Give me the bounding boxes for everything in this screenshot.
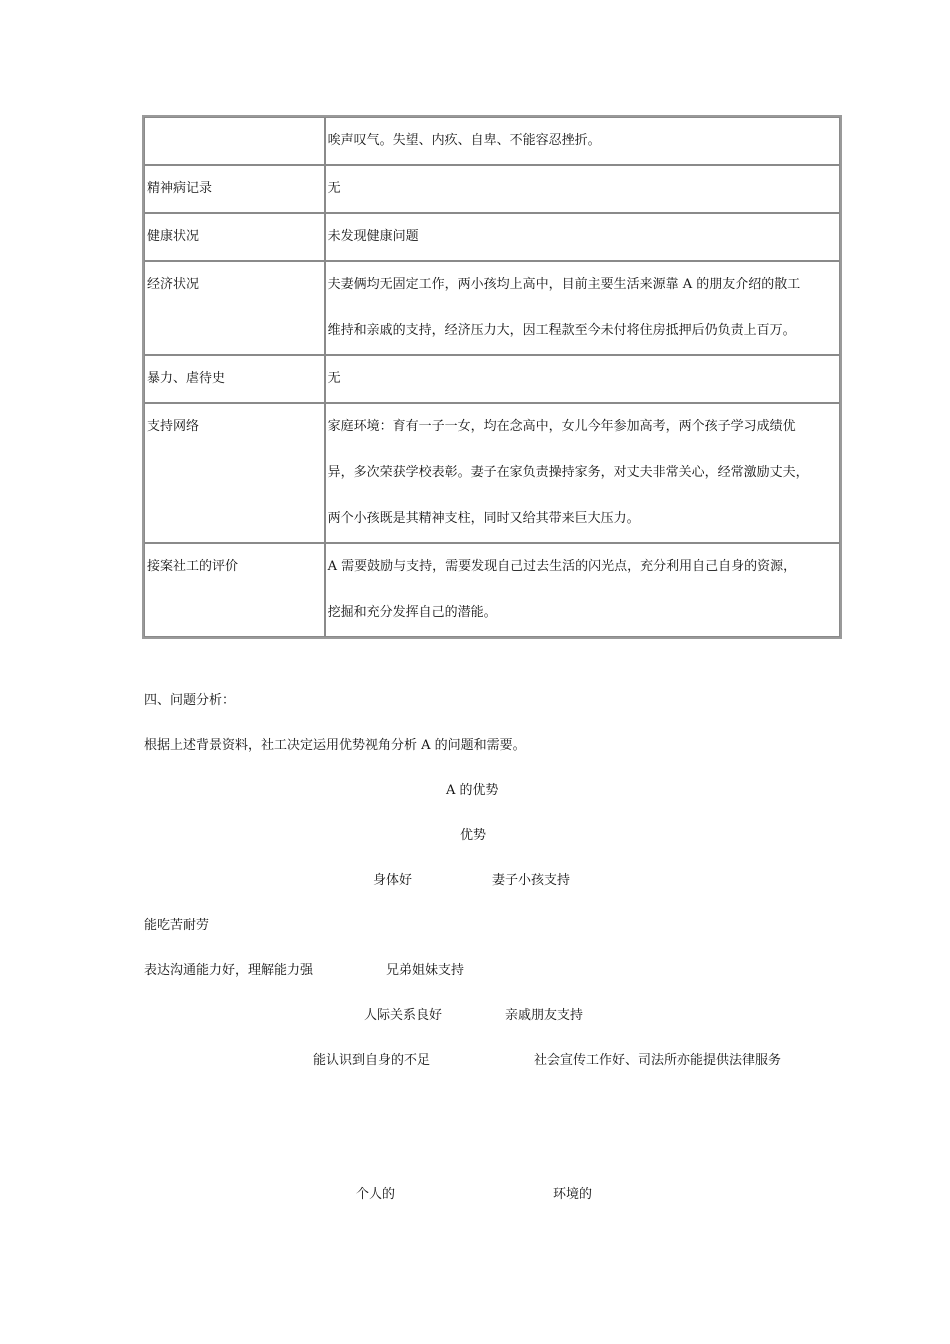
section-heading: 四、问题分析： [144, 693, 236, 708]
strength-hardwork: 能吃苦耐劳 [144, 918, 210, 933]
row-label: 接案社工的评价 [144, 543, 325, 637]
strength-relatives: 亲戚朋友支持 [505, 1008, 584, 1023]
category-personal: 个人的 [356, 1187, 396, 1202]
row-value-line: 挖掘和充分发挥自己的潜能。 [327, 605, 497, 620]
strength-siblings: 兄弟姐妹支持 [386, 963, 465, 978]
row-value: 无 [325, 355, 840, 403]
diagram-center: 优势 [460, 828, 487, 843]
table-row [144, 403, 840, 543]
table-row [144, 355, 840, 403]
strength-social: 社会宣传工作好、司法所亦能提供法律服务 [534, 1053, 782, 1068]
row-label: 经济状况 [144, 261, 325, 355]
row-label: 健康状况 [144, 213, 325, 261]
table-row [144, 543, 840, 637]
table-row [144, 165, 840, 213]
row-value [325, 543, 840, 637]
strength-family: 妻子小孩支持 [492, 873, 571, 888]
diagram-title: A 的优势 [446, 783, 499, 798]
table-row [144, 261, 840, 355]
row-label: 暴力、虐待史 [144, 355, 325, 403]
section-intro: 根据上述背景资料，社工决定运用优势视角分析 A 的问题和需要。 [144, 738, 526, 753]
row-value: 未发现健康问题 [325, 213, 840, 261]
row-value-line: 异，多次荣获学校表彰。妻子在家负责操持家务，对丈夫非常关心，经常激励丈夫， [327, 465, 809, 480]
row-value-line: 家庭环境：育有一子一女，均在念高中，女儿今年参加高考，两个孩子学习成绩优 [327, 419, 796, 434]
row-label: 精神病记录 [144, 165, 325, 213]
row-label: 支持网络 [144, 403, 325, 543]
table-row [144, 213, 840, 261]
table-row [144, 117, 840, 165]
row-value-line: 夫妻俩均无固定工作，两小孩均上高中，目前主要生活来源靠 A 的朋友介绍的散工 [327, 277, 801, 292]
row-value-line: A 需要鼓励与支持，需要发现自己过去生活的闪光点，充分利用自己自身的资源， [327, 559, 797, 574]
row-label [144, 117, 325, 165]
row-value [325, 403, 840, 543]
row-value-line: 两个小孩既是其精神支柱，同时又给其带来巨大压力。 [327, 511, 640, 526]
strength-communication: 表达沟通能力好，理解能力强 [144, 963, 314, 978]
row-value: 无 [325, 165, 840, 213]
category-environmental: 环境的 [553, 1187, 593, 1202]
strength-body: 身体好 [373, 873, 413, 888]
background-info-table [142, 115, 842, 639]
strength-relations: 人际关系良好 [364, 1008, 443, 1023]
row-value [325, 261, 840, 355]
row-value: 唉声叹气。失望、内疚、自卑、不能容忍挫折。 [325, 117, 840, 165]
row-value-line: 维持和亲戚的支持，经济压力大，因工程款至今未付将住房抵押后仍负责上百万。 [327, 323, 796, 338]
strength-selfaware: 能认识到自身的不足 [313, 1053, 431, 1068]
